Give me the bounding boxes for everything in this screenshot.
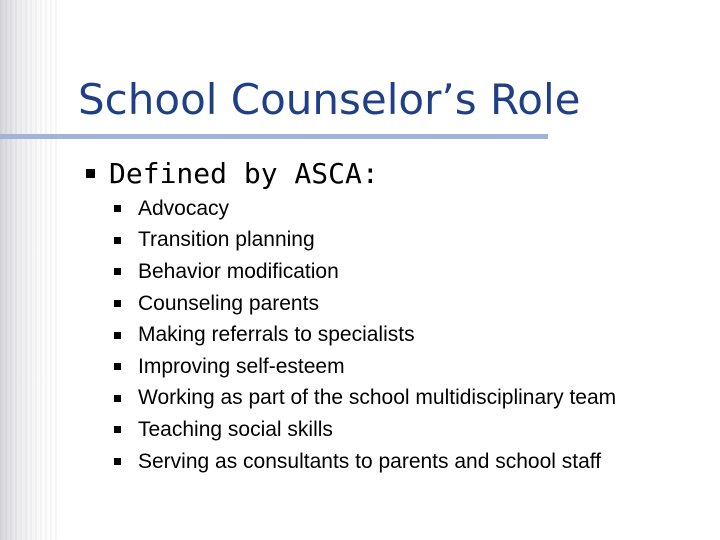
list-item xyxy=(114,414,616,446)
square-bullet-icon xyxy=(114,268,121,275)
square-bullet-icon xyxy=(114,332,121,339)
list-item-text: Serving as consultants to parents and school staff xyxy=(138,449,602,473)
list-item xyxy=(114,256,616,288)
main-bullet-text: Defined by ASCA: xyxy=(109,156,379,190)
square-bullet-icon xyxy=(114,205,121,212)
sub-bullet-list xyxy=(114,193,616,477)
list-item-text: Teaching social skills xyxy=(138,417,333,441)
square-bullet-icon xyxy=(114,426,121,433)
square-bullet-icon xyxy=(114,363,121,370)
square-bullet-icon xyxy=(114,458,121,465)
square-bullet-icon xyxy=(114,237,121,244)
list-item xyxy=(114,446,616,478)
square-bullet-icon xyxy=(114,395,121,402)
list-item xyxy=(114,383,616,415)
list-item-text: Working as part of the school multidisciplinary team xyxy=(138,386,617,410)
main-bullet xyxy=(86,155,379,191)
list-item xyxy=(114,225,616,257)
list-item-text: Advocacy xyxy=(138,196,230,220)
list-item-text: Behavior modification xyxy=(138,259,339,283)
list-item-text: Making referrals to specialists xyxy=(138,323,415,347)
list-item xyxy=(114,288,616,320)
list-item-text: Counseling parents xyxy=(138,291,319,315)
list-item xyxy=(114,319,616,351)
list-item xyxy=(114,193,616,225)
square-bullet-icon xyxy=(114,300,121,307)
list-item-text: Transition planning xyxy=(138,228,315,252)
slide-title: School Counselor’s Role xyxy=(78,75,581,124)
list-item xyxy=(114,351,616,383)
list-item-text: Improving self-esteem xyxy=(138,354,345,378)
title-underline xyxy=(0,134,548,139)
square-bullet-icon xyxy=(86,169,95,178)
left-gradient-stripes xyxy=(0,0,60,540)
